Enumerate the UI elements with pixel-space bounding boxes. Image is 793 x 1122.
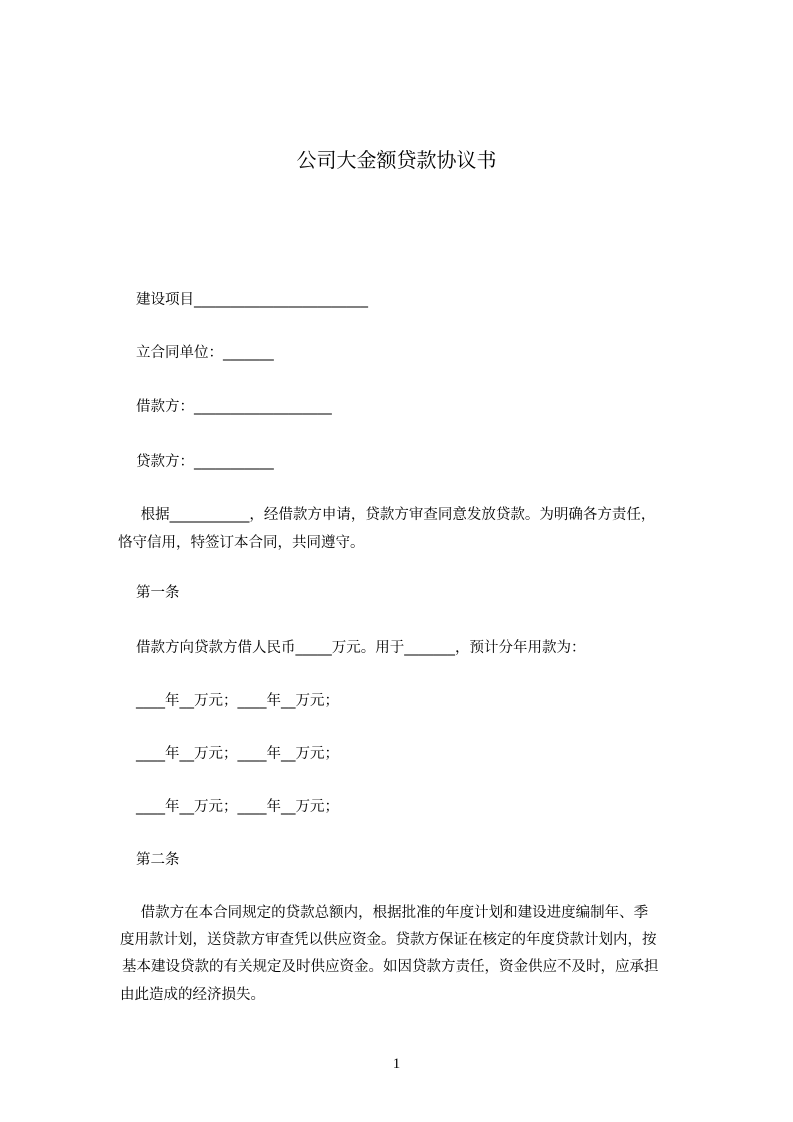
article-2-line: 基本建设贷款的有关规定及时供应资金。如因贷款方责任，资金供应不及时，应承担 [122, 959, 659, 975]
article-2-heading: 第二条 [136, 852, 180, 868]
preamble-line: 恪守信用，特签订本合同，共同遵守。 [118, 535, 365, 551]
article-2-line: 度用款计划，送贷款方审查凭以供应资金。贷款方保证在核定的年度贷款计划内，按 [120, 932, 657, 948]
schedule-row: ____年__万元；____年__万元； [136, 746, 339, 762]
article-1-heading: 第一条 [136, 585, 180, 601]
preamble-line: 根据___________，经借款方申请，贷款方审查同意发放贷款。为明确各方责任， [136, 507, 656, 523]
article-2-line: 由此造成的经济损失。 [120, 987, 265, 1003]
field-project: 建设项目________________________ [136, 292, 368, 308]
field-contract-unit: 立合同单位：_______ [136, 345, 274, 361]
field-lender: 贷款方：___________ [136, 454, 274, 470]
article-1-text: 借款方向贷款方借人民币_____万元。用于_______，预计分年用款为： [136, 640, 586, 656]
article-2-line: 借款方在本合同规定的贷款总额内，根据批准的年度计划和建设进度编制年、季 [136, 905, 649, 921]
page-number: 1 [392, 1056, 401, 1072]
field-borrower: 借款方：___________________ [136, 399, 332, 415]
schedule-row: ____年__万元；____年__万元； [136, 799, 339, 815]
document-title: 公司大金额贷款协议书 [296, 148, 497, 172]
schedule-row: ____年__万元；____年__万元； [136, 693, 339, 709]
